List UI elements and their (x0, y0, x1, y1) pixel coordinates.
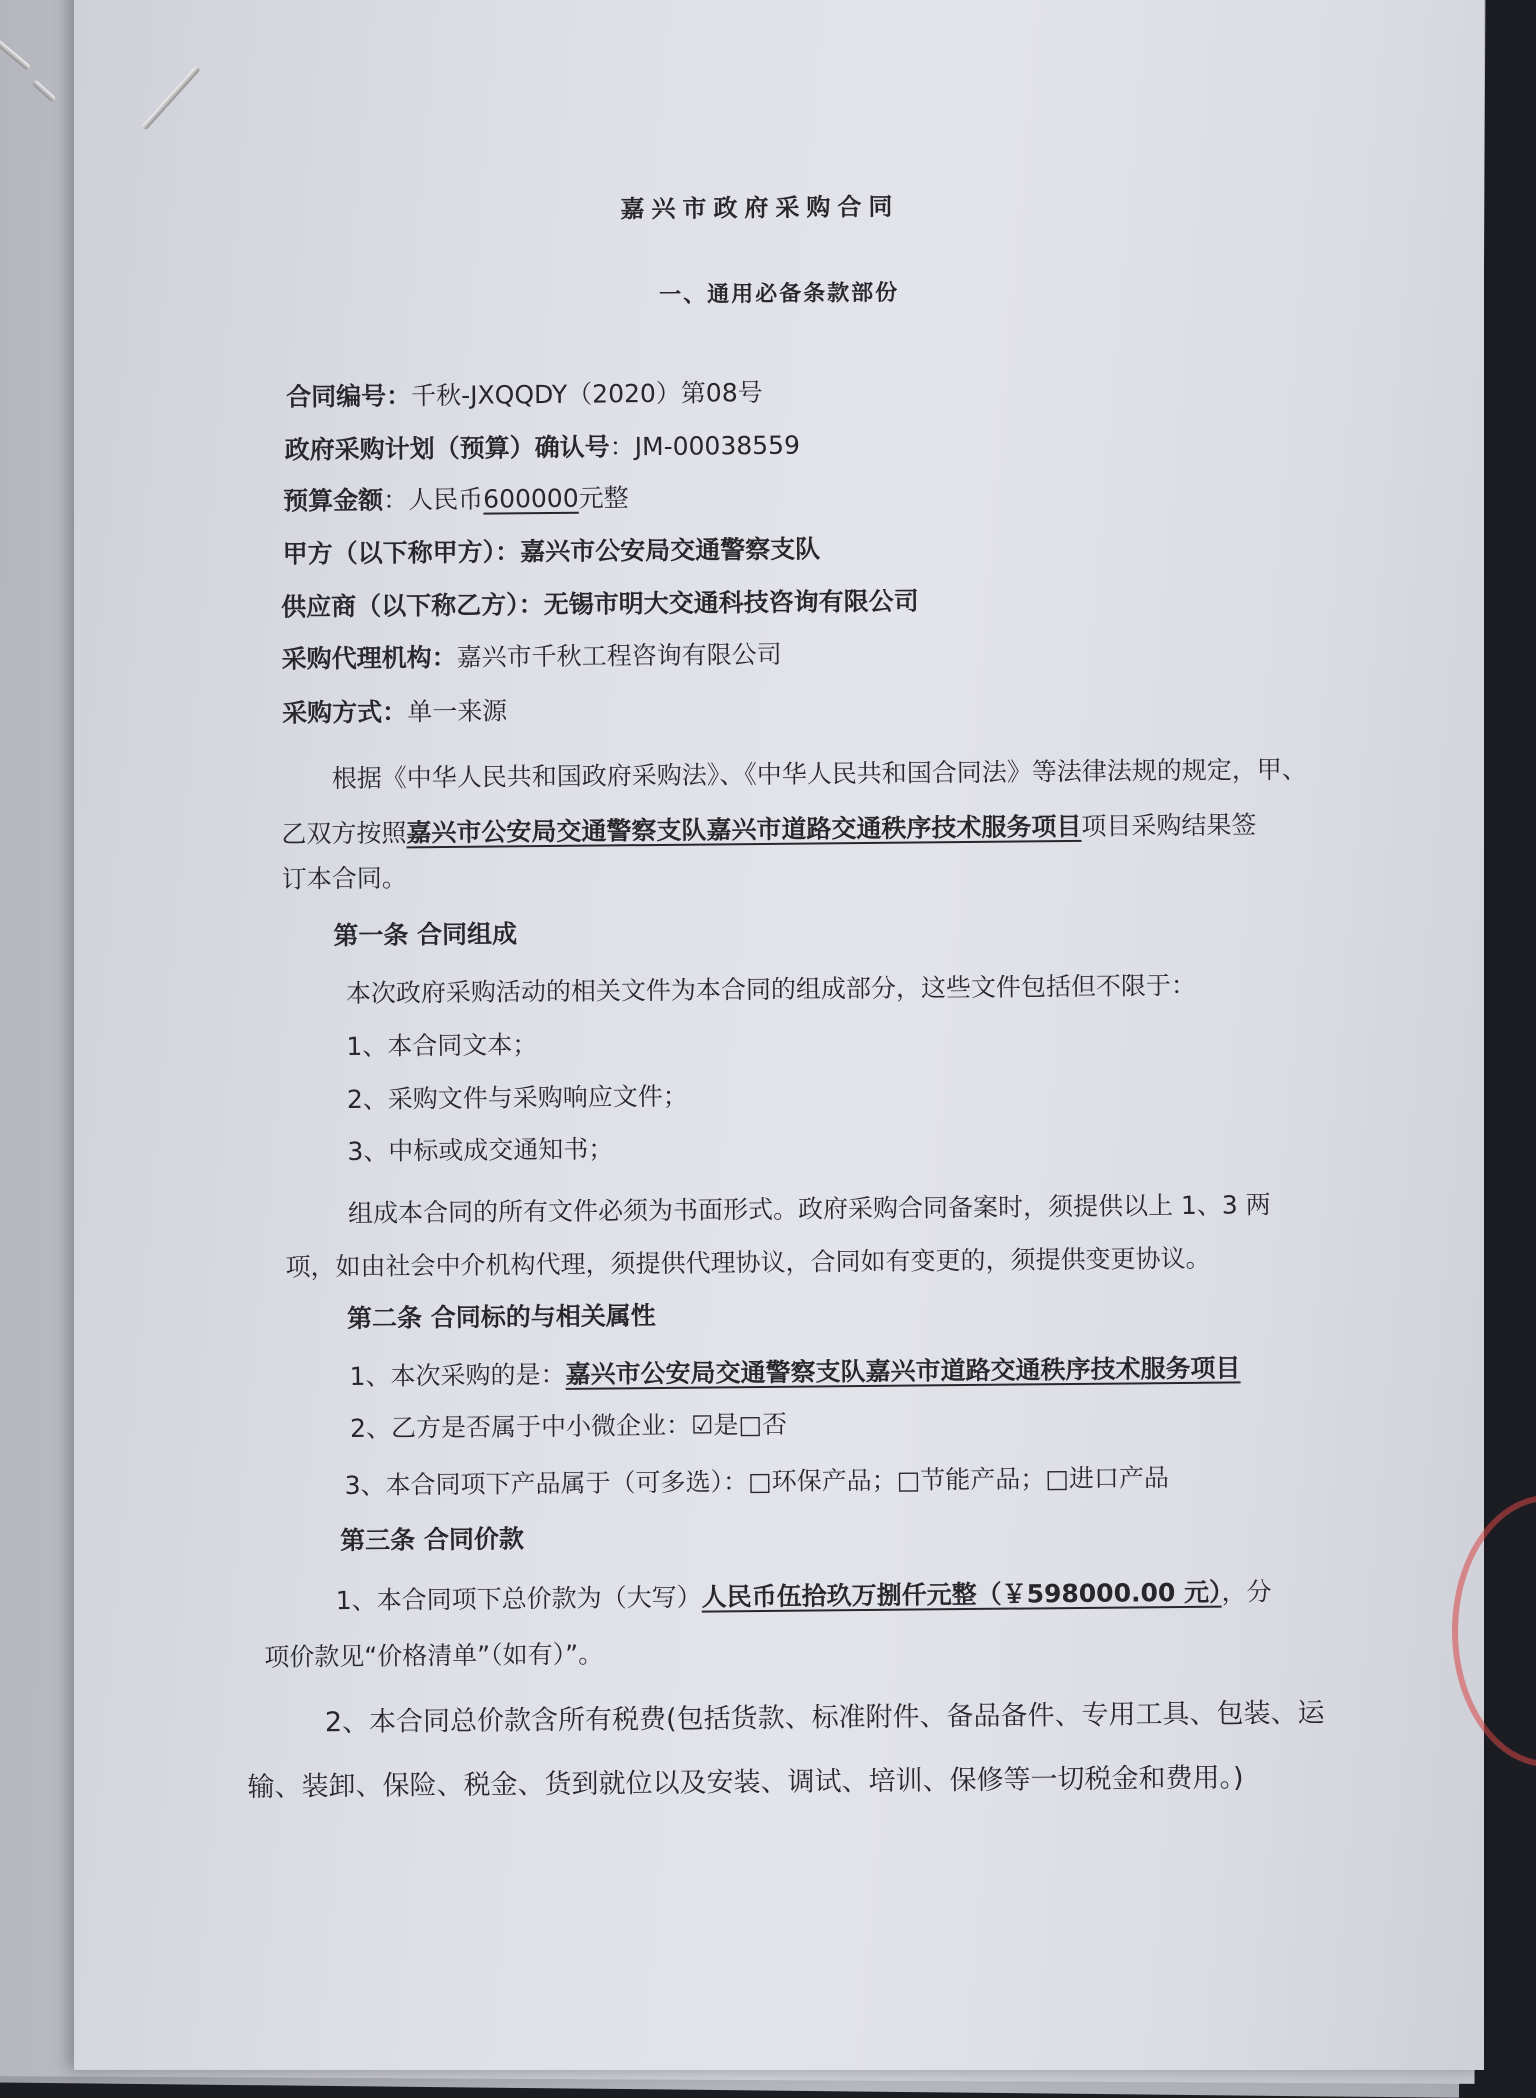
intro-project-name: 嘉兴市公安局交通警察支队嘉兴市道路交通秩序技术服务项目 (406, 811, 1082, 848)
budget-suffix: 元整 (578, 483, 629, 513)
total-price: 人民币伍拾玖万捌仟元整（￥598000.00 元） (701, 1577, 1222, 1612)
agency-value: 嘉兴市千秋工程咨询有限公司 (456, 639, 782, 672)
budget-number: 600000 (483, 483, 579, 514)
agency-label: 采购代理机构： (281, 642, 457, 674)
budget-prefix: ：人民币 (383, 484, 484, 515)
plan-number (285, 431, 800, 466)
contract-number-value: 千秋-JXQQDY（2020）第08号 (411, 377, 763, 411)
article-1-paragraph-2-line-2: 项，如由社会中介机构代理，须提供代理协议，合同如有变更的，须提供变更协议。 (285, 1243, 1211, 1282)
contract-number-label: 合同编号： (286, 381, 412, 412)
procurement-method (282, 696, 507, 728)
section-heading: 一、通用必备条款部份 (659, 280, 900, 308)
supplier-value: 无锡市明大交通科技咨询有限公司 (543, 586, 919, 620)
article-1-item-3: 3、中标或成交通知书； (347, 1134, 614, 1166)
contract-number (286, 378, 763, 413)
budget-amount (283, 483, 629, 516)
purchasing-agency (282, 640, 782, 675)
article-3-item-1-suffix: ，分 (1221, 1577, 1272, 1607)
article-3-item-1-label: 1、本合同项下总价款为（大写） (335, 1582, 702, 1616)
article-1-paragraph: 本次政府采购活动的相关文件为本合同的组成部分，这些文件包括但不限于： (345, 970, 1197, 1008)
party-a-value: 嘉兴市公安局交通警察支队 (520, 534, 821, 567)
method-value: 单一来源 (407, 696, 508, 727)
party-a-label: 甲方（以下称甲方）： (282, 537, 521, 569)
plan-number-label: 政府采购计划（预算）确认号 (284, 432, 610, 465)
supplier (281, 586, 919, 622)
article-1-item-2: 2、采购文件与采购响应文件； (346, 1081, 688, 1114)
article-3-item-2-line-2: 输、装卸、保险、税金、货到就位以及安装、调试、培训、保修等一切税金和费用。) (247, 1762, 1244, 1803)
article-2-item-1 (349, 1353, 1240, 1392)
intro-line-2 (281, 810, 1256, 849)
article-3-heading: 第三条 合同价款 (340, 1524, 525, 1556)
article-2-project-name: 嘉兴市公安局交通警察支队嘉兴市道路交通秩序技术服务项目 (565, 1353, 1241, 1389)
article-2-heading: 第二条 合同标的与相关属性 (346, 1301, 656, 1333)
article-1-paragraph-2-line-1: 组成本合同的所有文件必须为书面形式。政府采购合同备案时，须提供以上 1、3 两 (347, 1190, 1271, 1228)
article-2-item-2 (350, 1410, 787, 1444)
method-label: 采购方式： (282, 697, 408, 728)
article-3-item-1 (336, 1577, 1272, 1616)
article-3-item-2-line-1: 2、本合同总价款含所有税费(包括货款、标准附件、备品备件、专用工具、包装、运 (324, 1697, 1325, 1739)
budget-label: 预算金额 (283, 485, 384, 516)
article-2-item-3: 3、本合同项下产品属于（可多选）：□环保产品；□节能产品；□进口产品 (344, 1463, 1170, 1501)
article-2-item-2-label: 2、乙方是否属于中小微企业： (349, 1410, 692, 1443)
article-1-heading: 第一条 合同组成 (333, 919, 518, 951)
intro-line-3: 订本合同。 (281, 863, 407, 894)
intro-suffix: 项目采购结果签 (1081, 810, 1257, 841)
article-2-item-1-label: 1、本次采购的是： (349, 1359, 566, 1391)
intro-prefix: 乙双方按照 (281, 818, 407, 849)
plan-number-value: ：JM-00038559 (609, 430, 801, 462)
document-title: 嘉兴市政府采购合同 (620, 192, 900, 224)
article-1-item-1: 1、本合同文本； (346, 1030, 538, 1061)
article-3-item-1-line-2: 项价款见“价格清单”（如有）”。 (264, 1639, 604, 1672)
party-a (283, 534, 821, 569)
supplier-label: 供应商（以下称乙方）： (281, 590, 544, 622)
sme-checkbox: ☑是□否 (690, 1409, 788, 1440)
intro-line-1: 根据《中华人民共和国政府采购法》、《中华人民共和国合同法》等法律法规的规定，甲、 (331, 754, 1307, 794)
